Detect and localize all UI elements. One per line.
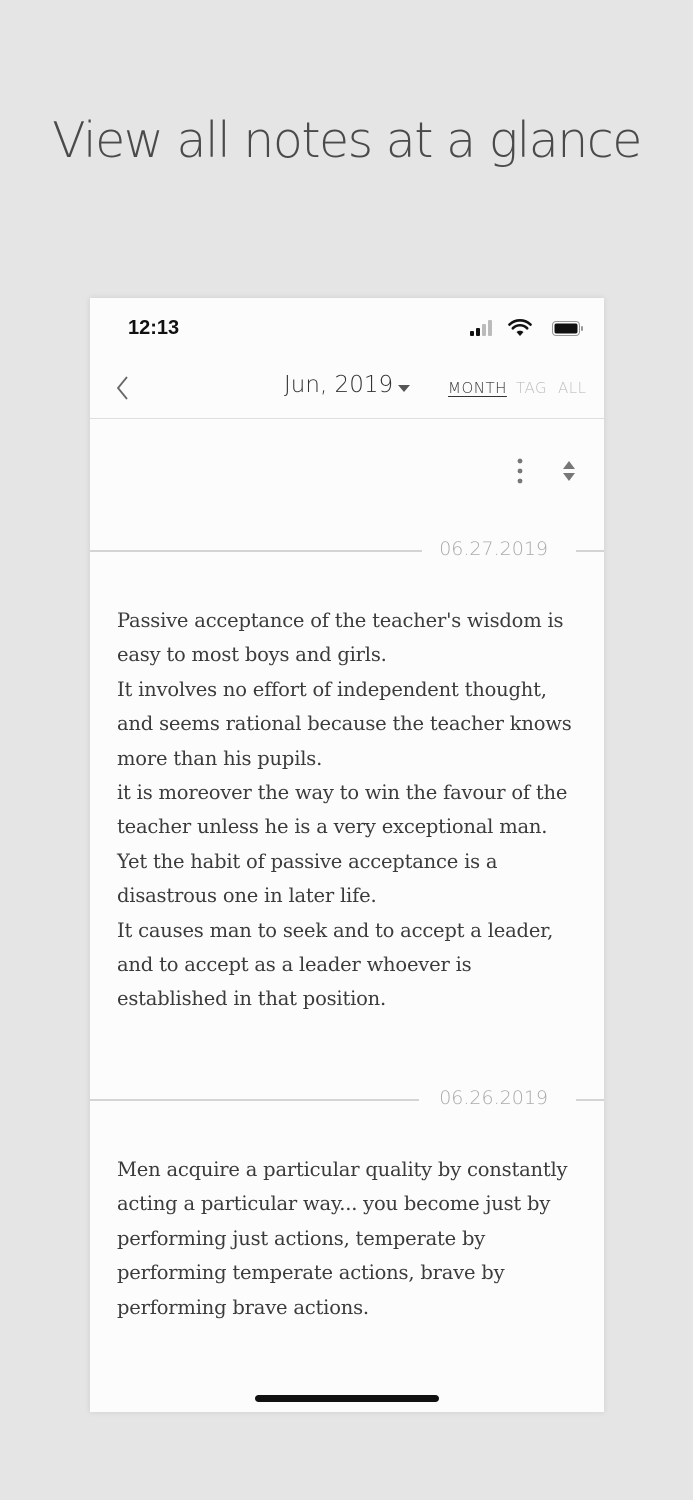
date-divider (90, 536, 604, 566)
filter-all[interactable]: ALL (558, 379, 587, 397)
note-date: 06.27.2019 (439, 538, 548, 560)
signal-icon (470, 320, 496, 336)
sort-icon[interactable] (562, 459, 576, 483)
note-text[interactable]: Passive acceptance of the teacher's wisdom is easy to most boys and girls. It involves no effort of independent thought, and seems rational because the teacher knows more than his pupils. it is moreover the way to win the favour of the teacher unless he is a very exceptional man. Yet the habit of passive acceptance is a disastrous one in later life. It causes man to seek and to accept a leader, and to accept as a leader whoever is established in that position. (117, 609, 572, 1011)
more-vertical-icon[interactable] (516, 456, 524, 486)
divider-line (90, 1099, 419, 1101)
date-divider (90, 1085, 604, 1115)
home-indicator (255, 1395, 439, 1402)
navbar (90, 360, 604, 419)
battery-icon (552, 321, 584, 336)
note-text[interactable]: Men acquire a particular quality by constantly acting a particular way... you become just by performing just actions, temperate by performing temperate actions, brave by performing brave actions. (117, 1158, 568, 1319)
status-time: 12:13 (128, 317, 180, 339)
headline: View all notes at a glance (52, 112, 641, 169)
chevron-left-icon[interactable] (112, 374, 134, 402)
wifi-icon (508, 319, 532, 337)
filter-tag[interactable]: TAG (516, 379, 548, 397)
caret-down-icon[interactable] (398, 385, 410, 393)
divider-line (576, 550, 604, 552)
note-date: 06.26.2019 (439, 1087, 548, 1109)
month-selector[interactable]: Jun, 2019 (284, 372, 394, 398)
divider-line (90, 550, 422, 552)
phone-screen (90, 298, 604, 1412)
filter-month[interactable]: MONTH (448, 379, 507, 397)
divider-line (576, 1099, 604, 1101)
